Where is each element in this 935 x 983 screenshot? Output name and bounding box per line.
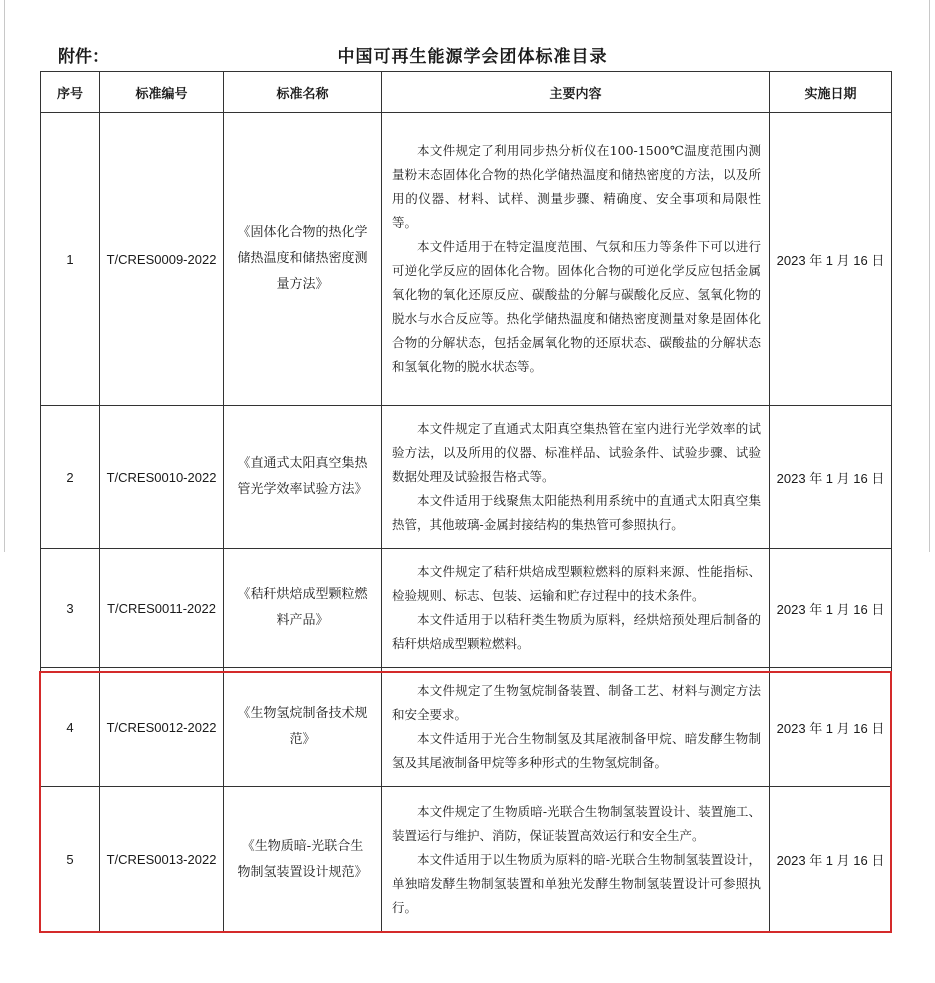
row-name: 《生物质暗-光联合生物制氢装置设计规范》 <box>224 787 382 933</box>
table-row <box>41 406 892 549</box>
right-scan-edge <box>929 0 930 552</box>
row-seq: 2 <box>41 406 100 549</box>
content-paragraph: 本文件适用于光合生物制氢及其尾液制备甲烷、暗发酵生物制氢及其尾液制备甲烷等多种形式的生物氢烷制备。 <box>392 731 761 770</box>
table-row <box>41 113 892 406</box>
header-content: 主要内容 <box>382 72 770 113</box>
document-title: 中国可再生能源学会团体标准目录 <box>337 47 608 67</box>
row-code: T/CRES0010-2022 <box>100 406 224 549</box>
row-seq: 1 <box>41 113 100 406</box>
header-seq: 序号 <box>41 72 100 113</box>
table-row <box>41 549 892 668</box>
row-code: T/CRES0011-2022 <box>100 549 224 668</box>
header-date: 实施日期 <box>770 72 892 113</box>
content-paragraph: 本文件规定了秸秆烘焙成型颗粒燃料的原料来源、性能指标、检验规则、标志、包装、运输和贮存过程中的技术条件。 <box>392 564 761 603</box>
row-code: T/CRES0013-2022 <box>100 787 224 933</box>
row-code: T/CRES0012-2022 <box>100 668 224 787</box>
left-scan-edge <box>4 0 5 552</box>
table-header-row <box>41 72 892 113</box>
row-content <box>382 549 770 668</box>
content-paragraph: 本文件规定了利用同步热分析仪在100-1500℃温度范围内测量粉末态固体化合物的热化学储热温度和储热密度的方法，以及所用的仪器、材料、试样、测量步骤、精确度、安全事项和局限性等。 <box>392 143 761 230</box>
content-paragraph: 本文件适用于以生物质为原料的暗-光联合生物制氢装置设计，单独暗发酵生物制氢装置和单独光发酵生物制氢装置设计可参照执行。 <box>392 851 761 915</box>
attachment-label: 附件： <box>58 47 109 67</box>
content-paragraph: 本文件适用于以秸秆类生物质为原料，经烘焙预处理后制备的秸秆烘焙成型颗粒燃料。 <box>392 612 761 651</box>
row-date: 2023 年 1 月 16 日 <box>770 668 892 787</box>
row-name: 《秸秆烘焙成型颗粒燃料产品》 <box>224 549 382 668</box>
content-paragraph: 本文件规定了直通式太阳真空集热管在室内进行光学效率的试验方法，以及所用的仪器、标准样品、试验条件、试验步骤、试验数据处理及试验报告格式等。 <box>392 421 761 484</box>
header-name: 标准名称 <box>224 72 382 113</box>
row-date: 2023 年 1 月 16 日 <box>770 406 892 549</box>
row-name: 《固体化合物的热化学储热温度和储热密度测量方法》 <box>224 113 382 406</box>
row-date: 2023 年 1 月 16 日 <box>770 787 892 933</box>
row-code: T/CRES0009-2022 <box>100 113 224 406</box>
header-code: 标准编号 <box>100 72 224 113</box>
row-content <box>382 406 770 549</box>
row-content <box>382 113 770 406</box>
row-name: 《直通式太阳真空集热管光学效率试验方法》 <box>224 406 382 549</box>
content-paragraph: 本文件规定了生物氢烷制备装置、制备工艺、材料与测定方法和安全要求。 <box>392 683 761 722</box>
row-date: 2023 年 1 月 16 日 <box>770 113 892 406</box>
highlight-box <box>39 671 892 933</box>
row-seq: 4 <box>41 668 100 787</box>
row-date: 2023 年 1 月 16 日 <box>770 549 892 668</box>
row-seq: 5 <box>41 787 100 933</box>
content-paragraph: 本文件适用于在特定温度范围、气氛和压力等条件下可以进行可逆化学反应的固体化合物。固体化合物的可逆化学反应包括金属氧化物的氧化还原反应、碳酸盐的分解与碳酸化反应、氢氧化物的脱水与水合反应等。热化学储热温度和储热密度测量对象是固体化合物的分解状态，包括金属氧化物的还原状态、碳酸盐的分解状态和氢氧化物的脱水状态等。 <box>392 239 761 374</box>
row-name: 《生物氢烷制备技术规范》 <box>224 668 382 787</box>
content-paragraph: 本文件适用于线聚焦太阳能热利用系统中的直通式太阳真空集热管，其他玻璃-金属封接结构的集热管可参照执行。 <box>392 493 761 532</box>
content-paragraph: 本文件规定了生物质暗-光联合生物制氢装置设计、装置施工、装置运行与维护、消防，保证装置高效运行和安全生产。 <box>392 803 761 843</box>
row-seq: 3 <box>41 549 100 668</box>
